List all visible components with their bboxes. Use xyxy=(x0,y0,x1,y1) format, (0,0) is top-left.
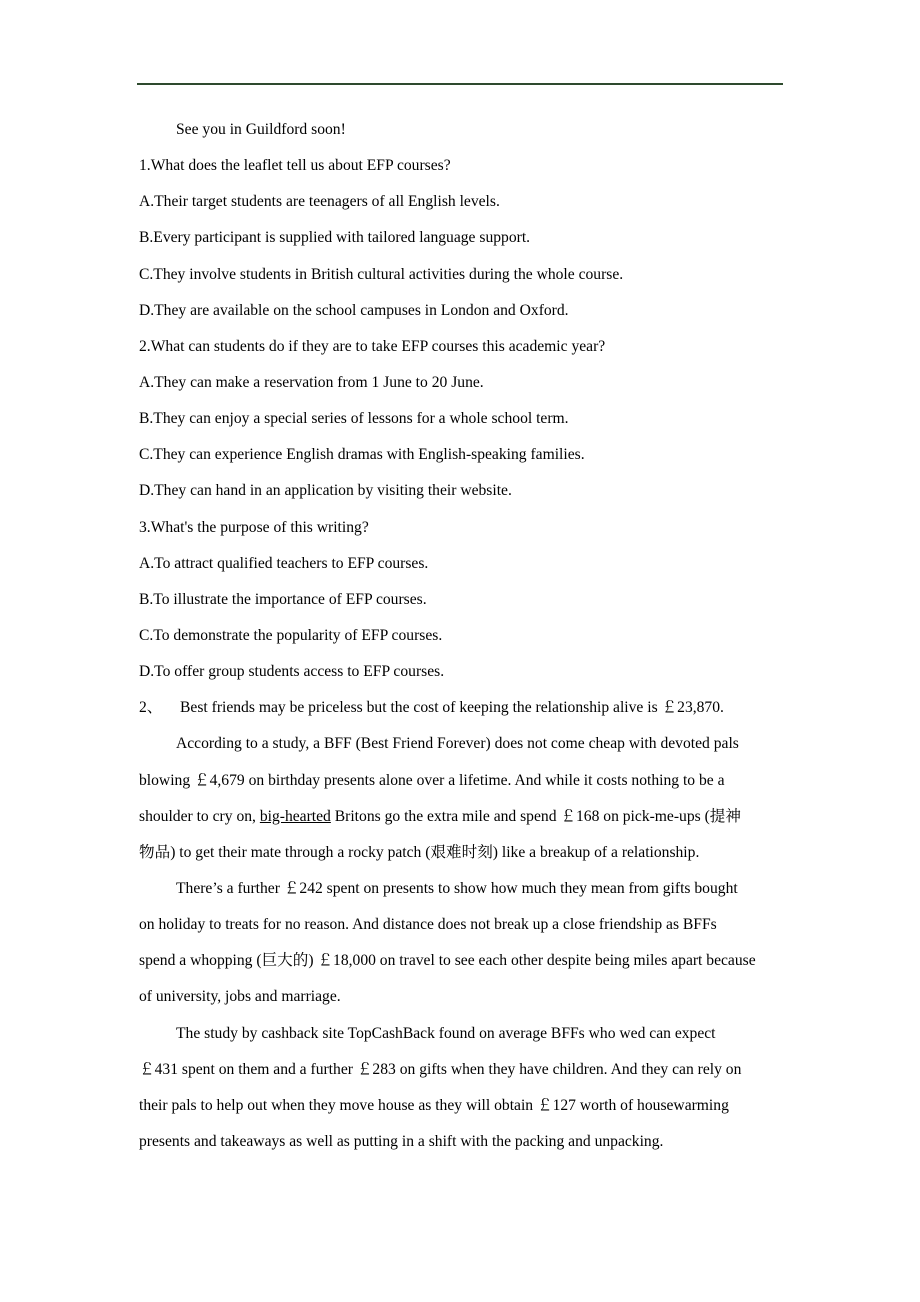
text-line: 物品) to get their mate through a rocky patch (艰难时刻) like a breakup of a relationship. xyxy=(139,843,700,861)
question-2 xyxy=(139,334,789,515)
question-stem: 3.What's the purpose of this writing? xyxy=(139,518,369,536)
text-line: The study by cashback site TopCashBack found on average BFFs who wed can expect xyxy=(176,1024,716,1042)
text-line: spend a whopping (巨大的) ￡18,000 on travel to see each other despite being miles apart because xyxy=(139,952,756,970)
text-line: There’s a further ￡242 spent on presents to show how much they mean from gifts bought xyxy=(176,879,738,897)
option: B.To illustrate the importance of EFP courses. xyxy=(139,590,427,608)
question-1 xyxy=(139,153,789,334)
question-stem: 1.What does the leaflet tell us about EFP courses? xyxy=(139,157,451,175)
text-line: presents and takeaways as well as putting in a shift with the packing and unpacking. xyxy=(139,1132,664,1150)
option: B.Every participant is supplied with tailored language support. xyxy=(139,229,531,247)
option: A.Their target students are teenagers of all English levels. xyxy=(139,193,500,211)
passage-title-text: Best friends may be priceless but the cost of keeping the relationship alive is ￡23,870. xyxy=(180,699,724,717)
text-line: According to a study, a BFF (Best Friend Forever) does not come cheap with devoted pals xyxy=(176,735,739,753)
paragraph-2 xyxy=(139,876,789,1021)
text-segment: Britons go the extra mile and spend ￡168 on pick-me-ups (提神 xyxy=(330,807,741,825)
underlined-word: big-hearted xyxy=(259,807,331,825)
paragraph-3 xyxy=(139,1021,789,1166)
text-line: ￡431 spent on them and a further ￡283 on gifts when they have children. And they can rely on xyxy=(139,1060,742,1078)
passage-number: 2、 xyxy=(139,699,163,717)
text-line: of university, jobs and marriage. xyxy=(139,988,341,1006)
option: C.To demonstrate the popularity of EFP courses. xyxy=(139,626,443,644)
option: D.To offer group students access to EFP courses. xyxy=(139,663,445,681)
passage-title xyxy=(139,695,789,731)
text-line: blowing ￡4,679 on birthday presents alone over a lifetime. And while it costs nothing to be a xyxy=(139,771,725,789)
option: C.They can experience English dramas with English-speaking families. xyxy=(139,446,585,464)
closing-line: See you in Guildford soon! xyxy=(176,121,346,138)
header-rule xyxy=(137,83,783,85)
document-body xyxy=(139,117,789,1165)
option: B.They can enjoy a special series of lessons for a whole school term. xyxy=(139,410,569,428)
question-3 xyxy=(139,515,789,696)
paragraph-1 xyxy=(139,731,789,876)
text-line: their pals to help out when they move house as they will obtain ￡127 worth of housewarming xyxy=(139,1096,729,1114)
option: A.To attract qualified teachers to EFP courses. xyxy=(139,554,429,572)
text-segment: shoulder to cry on, xyxy=(139,807,260,825)
option: A.They can make a reservation from 1 June to 20 June. xyxy=(139,373,484,391)
question-stem: 2.What can students do if they are to take EFP courses this academic year? xyxy=(139,337,606,355)
text-line: on holiday to treats for no reason. And distance does not break up a close friendship as BFFs xyxy=(139,916,717,934)
option: D.They are available on the school campuses in London and Oxford. xyxy=(139,301,569,319)
option: D.They can hand in an application by visiting their website. xyxy=(139,482,512,500)
text-line xyxy=(139,804,789,840)
option: C.They involve students in British cultural activities during the whole course. xyxy=(139,265,624,283)
